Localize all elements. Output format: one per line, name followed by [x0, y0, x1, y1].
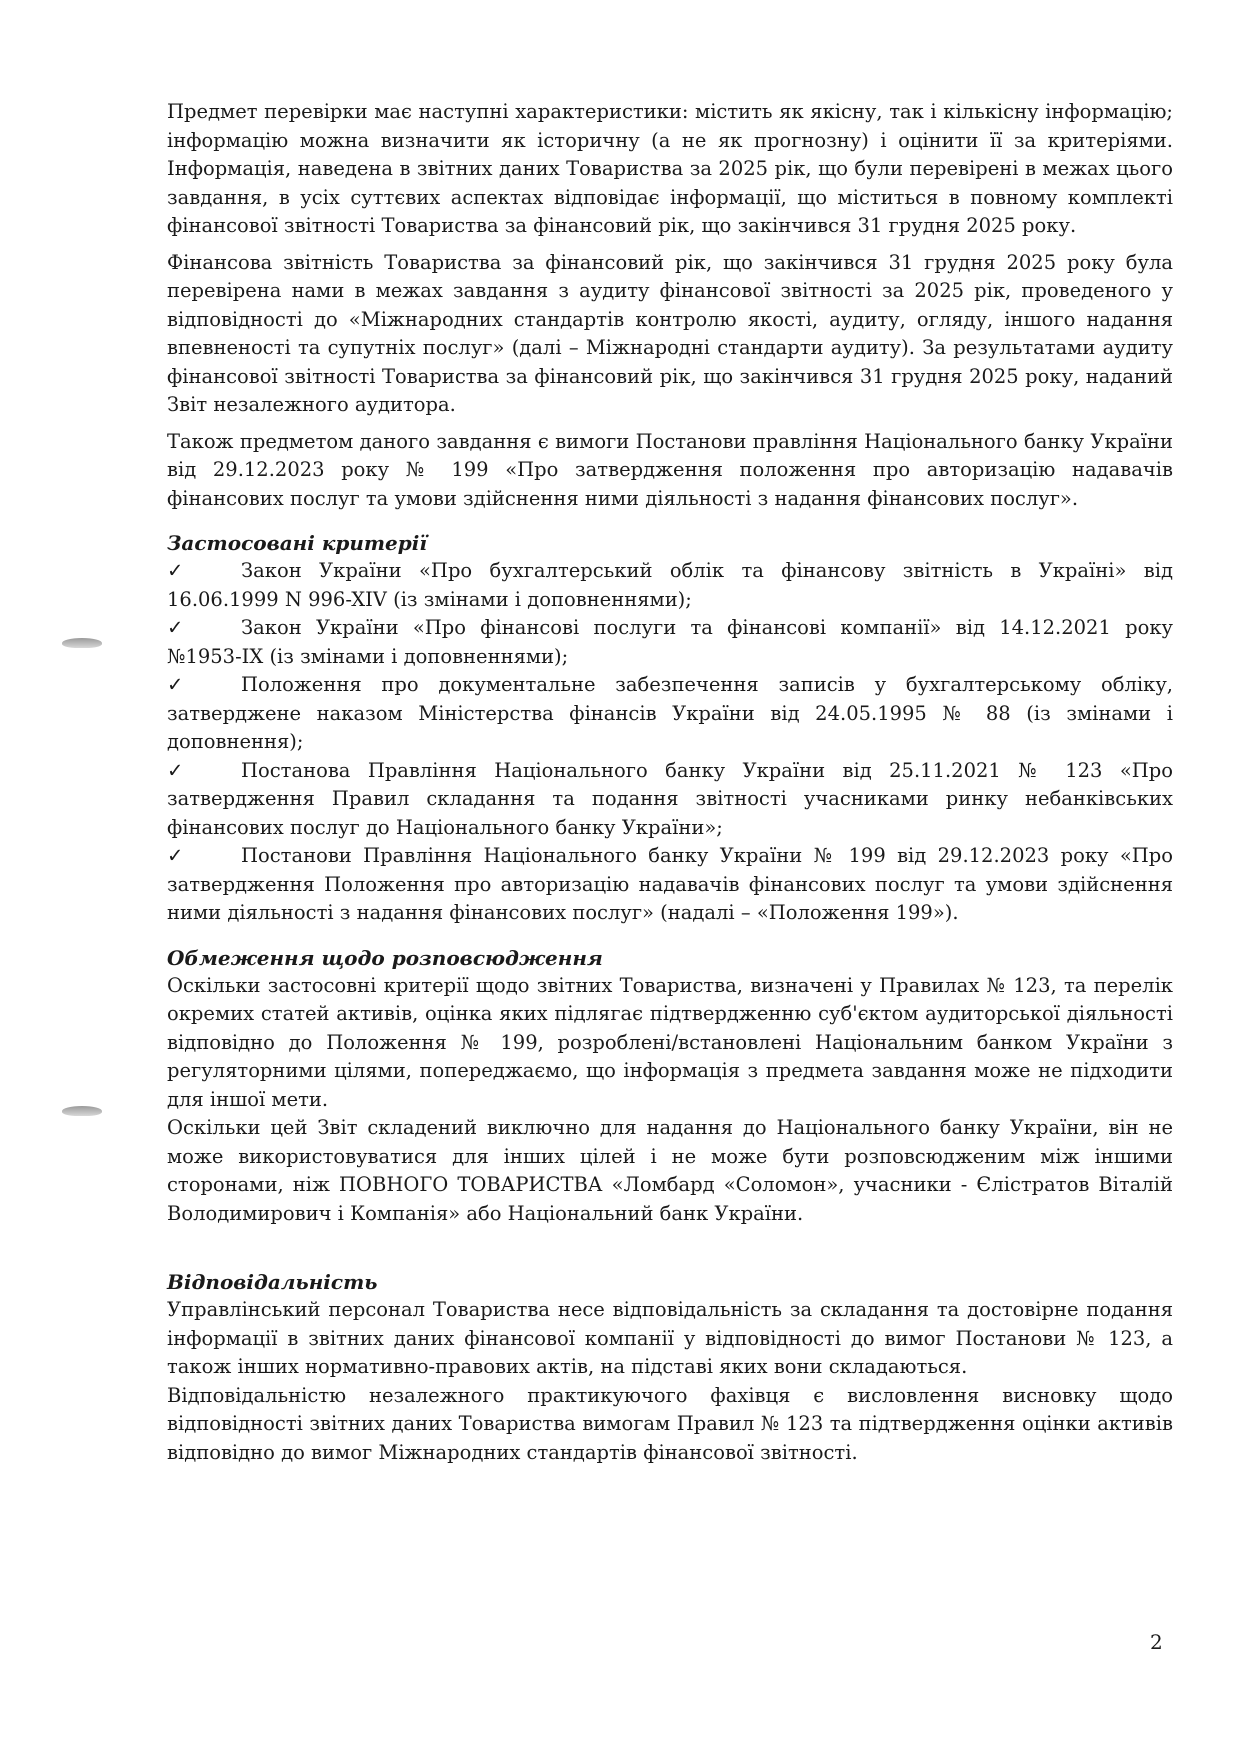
- check-icon: ✓: [167, 844, 184, 867]
- restrictions-paragraph: Оскільки застосовні критерії щодо звітних Товариства, визначені у Правилах № 123, та перелік окремих статей активів, оцінка яких підлягає підтвердженню суб'єктом аудиторської діяльності відповідно до Положення № 199, розроблені/встановлені Національним банком України з регуляторними цілями, попереджаємо, що інформація з предмета завдання може не підходити для іншої мети.: [167, 973, 1173, 1111]
- responsibility-paragraph: Відповідальністю незалежного практикуючого фахівця є висловлення висновку щодо відповідності звітних даних Товариства вимогам Правил № 123 та підтвердження оцінки активів відповідно до вимог Міжнародних стандартів фінансової звітності.: [167, 1383, 1173, 1464]
- criteria-item-text: Положення про документальне забезпечення записів у бухгалтерському обліку, затверджене наказом Міністерства фінансів України від 24.05.1995 № 88 (із змінами і доповнення);: [167, 673, 1173, 753]
- restrictions-heading: Обмеження щодо розповсюдження: [167, 945, 603, 970]
- responsibility-paragraph: Управлінський персонал Товариства несе відповідальність за складання та достовірне подання інформації в звітних даних фінансової компанії у відповідності до вимог Постанови № 123, а також інших нормативно-правових актів, на підставі яких вони складаються.: [167, 1298, 1173, 1378]
- criteria-item-text: Закон України «Про фінансові послуги та фінансові компанії» від 14.12.2021 року №1953-IX (із змінами і доповненнями);: [167, 616, 1173, 668]
- criteria-item: [167, 557, 1173, 614]
- criteria-item-text: Постанови Правління Національного банку України № 199 від 29.12.2023 року «Про затвердження Положення про авторизацію надавачів фінансових послуг та умови здійснення ними діяльності з надання фінансових послуг» (надалі – «Положення 199»).: [167, 844, 1173, 924]
- criteria-item: [167, 671, 1173, 757]
- restrictions-paragraph: Оскільки цей Звіт складений виключно для надання до Національного банку України, він не може використовуватися для інших цілей і не може бути розповсюдженим між іншими сторонами, ніж ПОВНОГО ТОВАРИСТВА «Ломбард «Соломон», учасники - Єлістратов Віталій Володимирович і Компанія» або Національний банк України.: [167, 1116, 1173, 1225]
- document-page: [167, 98, 1173, 1467]
- criteria-item-text: Закон України «Про бухгалтерський облік та фінансову звітність в Україні» від 16.06.1999 N 996-XIV (із змінами і доповненнями);: [167, 559, 1173, 611]
- criteria-item: [167, 757, 1173, 843]
- punch-hole-mark: [62, 638, 102, 648]
- check-icon: ✓: [167, 559, 184, 582]
- criteria-item: [167, 614, 1173, 671]
- criteria-heading: Застосовані критерії: [167, 531, 427, 555]
- check-icon: ✓: [167, 616, 184, 639]
- criteria-item-text: Постанова Правління Національного банку України від 25.11.2021 № 123 «Про затвердження Правил складання та подання звітності учасниками ринку небанківських фінансових послуг до Національного банку України»;: [167, 758, 1173, 839]
- check-icon: ✓: [167, 673, 184, 696]
- page-number: 2: [1150, 1630, 1163, 1654]
- responsibility-heading: Відповідальність: [167, 1270, 378, 1294]
- paragraph-subject-requirements: Також предметом даного завдання є вимоги Постанови правління Національного банку України від 29.12.2023 року № 199 «Про затвердження положення про авторизацію надавачів фінансових послуг та умови здійснення ними діяльності з надання фінансових послуг».: [167, 429, 1173, 510]
- punch-hole-mark: [62, 1106, 102, 1116]
- criteria-item: [167, 842, 1173, 928]
- check-icon: ✓: [167, 758, 184, 782]
- paragraph-financial-statements: Фінансова звітність Товариства за фінансовий рік, що закінчився 31 грудня 2025 року була перевірена нами в межах завдання з аудиту фінансової звітності за 2025 рік, проведеного у відповідності до «Міжнародних стандартів контролю якості, аудиту, огляду, іншого надання впевненості та супутніх послуг» (далі – Міжнародні стандарти аудиту). За результатами аудиту фінансової звітності Товариства за фінансовий рік, що закінчився 31 грудня 2025 року, наданий Звіт незалежного аудитора.: [167, 250, 1173, 416]
- paragraph-subject: Предмет перевірки має наступні характеристики: містить як якісну, так і кількісну інформацію; інформацію можна визначити як історичну (а не як прогнозну) і оцінити її за критеріями. Інформація, наведена в звітних даних Товариства за 2025 рік, що були перевірені в межах цього завдання, в усіх суттєвих аспектах відповідає інформації, що міститься в повному комплекті фінансової звітності Товариства за фінансовий рік, що закінчився 31 грудня 2025 року.: [167, 100, 1173, 237]
